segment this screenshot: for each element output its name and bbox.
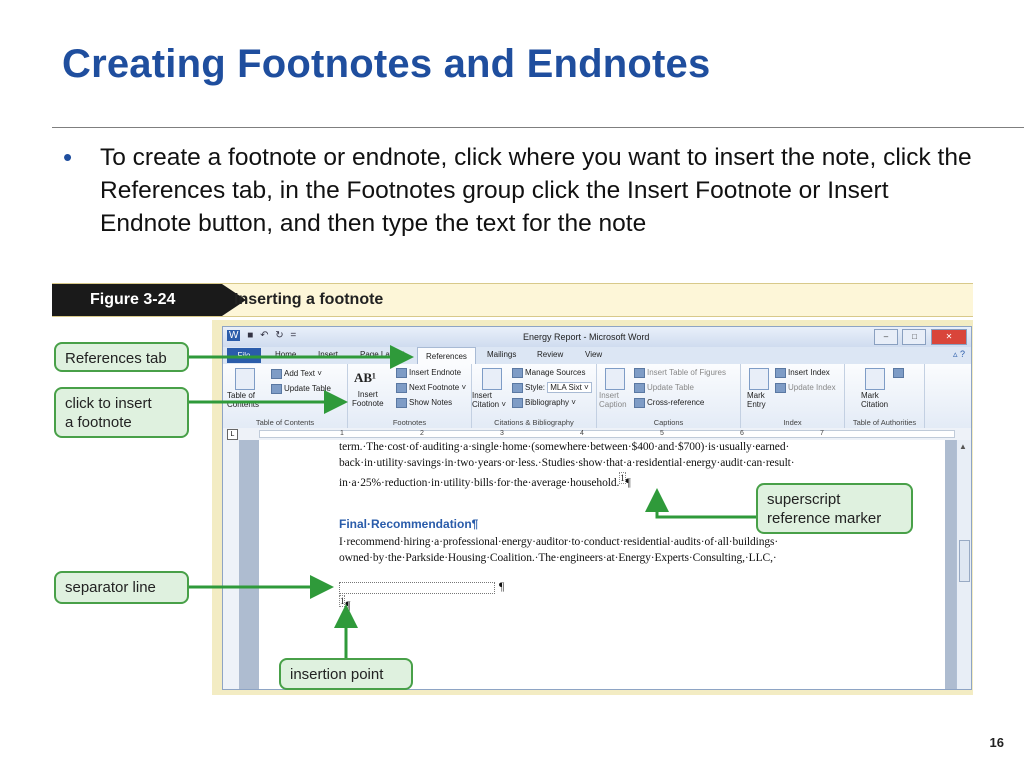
- insert-citation-icon: [482, 368, 502, 390]
- window-controls: [872, 329, 967, 345]
- ruler-strip: [259, 430, 955, 438]
- undo-icon[interactable]: ↶: [260, 330, 269, 341]
- style-label: Style:: [525, 383, 546, 393]
- help-icon[interactable]: ▵ ?: [952, 349, 965, 359]
- manage-sources-label: Manage Sources: [525, 368, 586, 378]
- doc-line: back·in·utility·savings·in·two·years·or·less.·Studies·show·that·a·residential·energy·audit·can·result·: [339, 457, 795, 469]
- ruler-number: 5: [660, 430, 664, 437]
- doc-line: I·recommend·hiring·a·professional·energy·auditor·to·conduct·residential·audits·of·all·buildings·: [339, 536, 779, 548]
- ruler-number: 3: [500, 430, 504, 437]
- group-citations: [472, 364, 597, 428]
- insert-index-button[interactable]: [775, 368, 830, 378]
- maximize-button[interactable]: □: [902, 329, 926, 345]
- figure-caption-bar: [52, 283, 973, 317]
- group-table-of-contents: [223, 364, 348, 428]
- tab-insert[interactable]: Insert: [318, 350, 339, 359]
- show-notes-label: Show Notes: [409, 398, 453, 408]
- vertical-ruler: [223, 440, 240, 690]
- insert-table-of-figures-button[interactable]: [634, 368, 726, 378]
- insert-endnote-button[interactable]: [396, 368, 461, 378]
- page-number: 16: [989, 735, 1004, 750]
- callout-references-tab: References tab: [54, 342, 189, 372]
- mark-entry-icon: [749, 368, 769, 390]
- ruler-number: 2: [420, 430, 424, 437]
- cross-reference-button[interactable]: [634, 398, 704, 408]
- group-label: Table of Contents: [255, 418, 315, 427]
- ruler-number: 7: [820, 430, 824, 437]
- title-divider: [52, 127, 1024, 128]
- update-index-button[interactable]: [775, 383, 836, 393]
- pilcrow: ¶: [499, 581, 505, 593]
- callout-insertion-point: insertion point: [279, 658, 413, 690]
- insert-endnote-label: Insert Endnote: [409, 368, 462, 378]
- group-label: Table of Authorities: [852, 418, 917, 427]
- vertical-scrollbar[interactable]: [956, 440, 971, 690]
- ribbon-tabs: [223, 347, 971, 364]
- save-icon[interactable]: ■: [247, 330, 254, 341]
- insert-table-authorities-icon[interactable]: [893, 368, 906, 378]
- tab-references[interactable]: References: [417, 347, 476, 364]
- doc-line: owned·by·the·Parkside·Housing·Coalition.·The·engineers·at·Energy·Experts·Consulting,·LLC,·: [339, 552, 777, 564]
- scroll-thumb[interactable]: [959, 540, 970, 582]
- tab-review[interactable]: Review: [537, 350, 564, 359]
- tab-file[interactable]: File: [227, 348, 261, 363]
- group-index: [741, 364, 845, 428]
- close-button[interactable]: ✕: [931, 329, 967, 345]
- next-footnote-button[interactable]: [396, 383, 466, 393]
- update-table-figures-button[interactable]: [634, 383, 694, 393]
- tab-view[interactable]: View: [585, 350, 603, 359]
- footnote-number: 1: [340, 596, 345, 606]
- insert-citation-button[interactable]: Insert Citation ˅: [472, 391, 507, 409]
- table-of-figures-icon: [634, 368, 645, 378]
- word-logo-icon: W: [229, 330, 239, 341]
- insert-footnote-icon: AB¹: [354, 370, 376, 385]
- bibliography-label: Bibliography ˅: [525, 398, 576, 408]
- tab-page-layout[interactable]: Page Layout: [360, 350, 405, 359]
- group-table-of-authorities: [845, 364, 925, 428]
- tab-selector-icon[interactable]: L: [227, 429, 238, 440]
- update-table-figures-label: Update Table: [647, 383, 694, 393]
- insert-index-label: Insert Index: [788, 368, 830, 378]
- insert-table-of-figures-label: Insert Table of Figures: [647, 368, 727, 378]
- doc-heading: Final·Recommendation¶: [339, 517, 479, 531]
- style-select[interactable]: [512, 383, 592, 393]
- document-area: [239, 440, 959, 690]
- group-label: Footnotes: [392, 418, 427, 427]
- figure-caption: Inserting a footnote: [234, 291, 384, 308]
- insert-index-icon: [775, 368, 786, 378]
- footnote-separator-line: [339, 582, 495, 594]
- toc-icon: [235, 368, 255, 390]
- update-table-label: Update Table: [284, 384, 331, 394]
- update-icon: [634, 383, 645, 393]
- ribbon: [223, 364, 971, 429]
- add-text-icon: [271, 369, 282, 379]
- slide-title: Creating Footnotes and Endnotes: [62, 42, 711, 86]
- window-title: Energy Report - Microsoft Word: [523, 332, 650, 342]
- style-icon: [512, 383, 523, 393]
- group-label: Index: [783, 418, 802, 427]
- tab-home[interactable]: Home: [275, 350, 297, 359]
- doc-line: term.·The·cost·of·auditing·a·single·home·(somewhere·between·$400·and·$700)·is·usually·earned·: [339, 441, 790, 453]
- update-table-button[interactable]: [271, 384, 331, 394]
- footnote-entry[interactable]: [339, 596, 351, 612]
- cross-reference-label: Cross-reference: [647, 398, 705, 408]
- bullet-marker: •: [63, 142, 73, 172]
- doc-line-with-marker: [339, 473, 631, 489]
- bullet-text: To create a footnote or endnote, click where you want to insert the note, click the References tab, in the Footnotes group click the Insert Footnote or Insert Endnote button, and then type the text for the note: [100, 144, 972, 237]
- mark-entry-button[interactable]: Mark Entry: [747, 391, 766, 409]
- mark-citation-icon: [865, 368, 885, 390]
- show-notes-button[interactable]: [396, 398, 452, 408]
- endnote-icon: [396, 368, 407, 378]
- ruler-number: 4: [580, 430, 584, 437]
- customize-qat-icon[interactable]: =: [290, 330, 297, 341]
- ruler-number: 6: [740, 430, 744, 437]
- group-label: Citations & Bibliography: [494, 418, 574, 427]
- mark-citation-button[interactable]: Mark Citation: [861, 391, 889, 409]
- insertion-point[interactable]: ¶: [345, 599, 351, 612]
- update-icon: [775, 383, 786, 393]
- manage-sources-icon: [512, 368, 523, 378]
- pilcrow: ¶: [625, 476, 631, 489]
- update-index-label: Update Index: [788, 383, 836, 393]
- next-footnote-icon: [396, 383, 407, 393]
- add-text-label: Add Text ˅: [284, 369, 322, 379]
- scroll-up-icon[interactable]: ▲: [959, 442, 967, 451]
- manage-sources-button[interactable]: [512, 368, 585, 378]
- group-footnotes: [348, 364, 472, 428]
- insert-caption-icon: [605, 368, 625, 390]
- table-authorities-icon: [893, 368, 904, 378]
- redo-icon[interactable]: ↻: [275, 330, 284, 341]
- document-page[interactable]: [259, 440, 945, 690]
- quick-access-toolbar: [227, 330, 300, 341]
- show-notes-icon: [396, 398, 407, 408]
- style-value[interactable]: MLA Sixt ˅: [547, 382, 591, 393]
- cross-reference-icon: [634, 398, 645, 408]
- callout-click-to-insert: click to insert a footnote: [54, 387, 189, 438]
- table-of-contents-button[interactable]: Table of Contents: [227, 391, 260, 409]
- insert-footnote-button[interactable]: Insert Footnote: [352, 390, 384, 408]
- bibliography-button[interactable]: [512, 398, 576, 408]
- next-footnote-label: Next Footnote ˅: [409, 383, 467, 393]
- group-label: Captions: [653, 418, 684, 427]
- tab-mailings[interactable]: Mailings: [487, 350, 517, 359]
- group-captions: [597, 364, 741, 428]
- minimize-button[interactable]: –: [874, 329, 898, 345]
- update-icon: [271, 384, 282, 394]
- doc-line: in·a·25%·reduction·in·utility·bills·for·the·average·household.: [339, 476, 620, 489]
- add-text-button[interactable]: [271, 369, 322, 379]
- title-bar: [223, 327, 971, 347]
- bibliography-icon: [512, 398, 523, 408]
- ruler-number: 1: [340, 430, 344, 437]
- figure-number: Figure 3-24: [52, 284, 222, 316]
- footnote-reference-marker[interactable]: 1: [620, 473, 625, 483]
- callout-separator-line: separator line: [54, 571, 189, 604]
- callout-superscript-marker: superscript reference marker: [756, 483, 913, 534]
- insert-caption-button[interactable]: Insert Caption: [599, 391, 627, 409]
